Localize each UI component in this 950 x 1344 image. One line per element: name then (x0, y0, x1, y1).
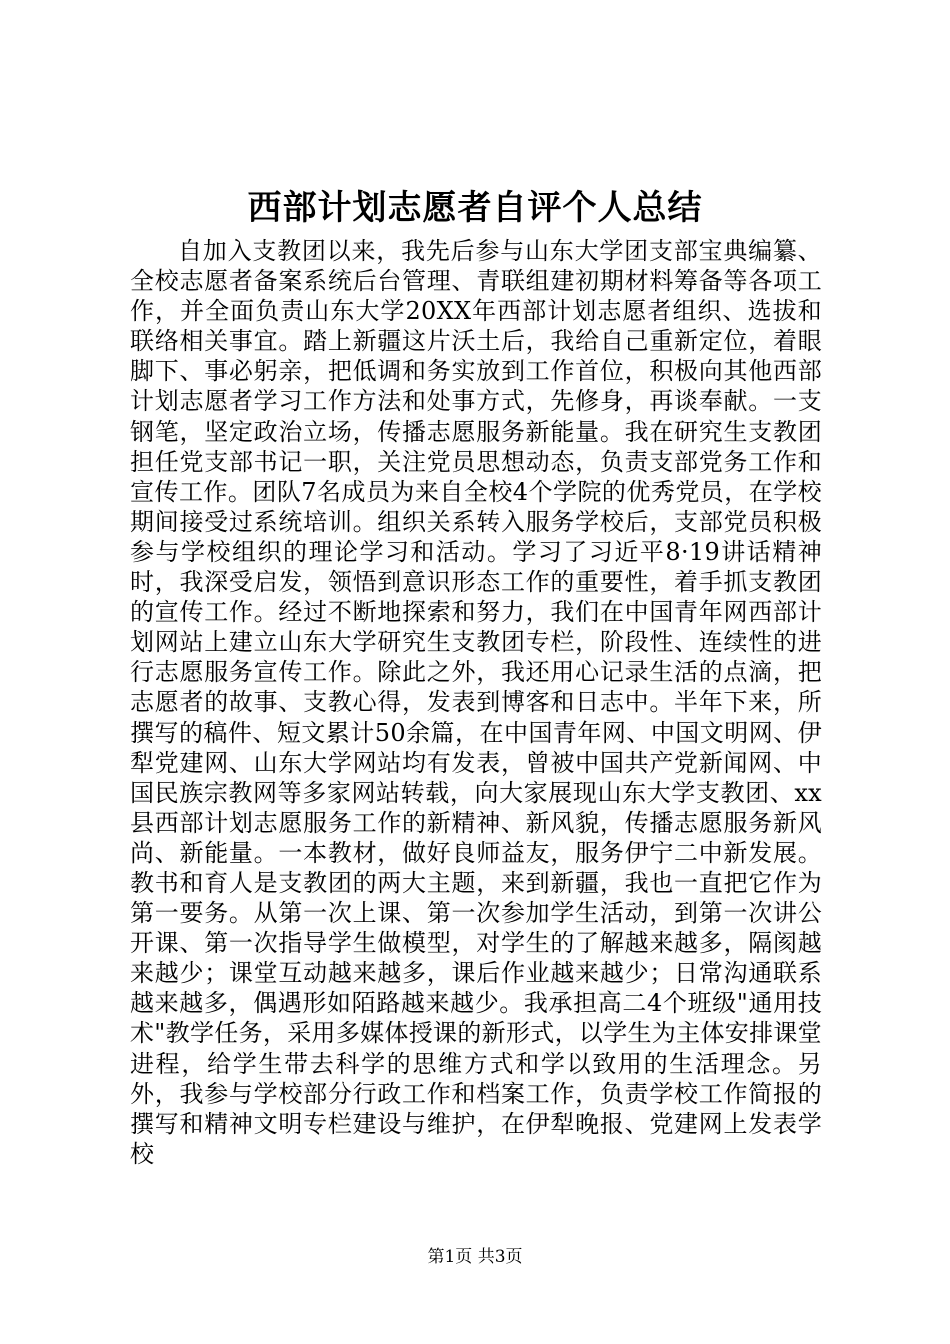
page-number-footer: 第1页 共3页 (427, 1247, 523, 1267)
body-paragraph: 自加入支教团以来，我先后参与山东大学团支部宝典编纂、全校志愿者备案系统后台管理、青联组建初期材料筹备等各项工作，并全面负责山东大学20XX年西部计划志愿者组织、选拔和联络相关事宜。踏上新疆这片沃土后，我给自己重新定位，着眼脚下、事必躬亲，把低调和务实放到工作首位，积极向其他西部计划志愿者学习工作方法和处事方式，先修身，再谈奉献。一支钢笔，坚定政治立场，传播志愿服务新能量。我在研究生支教团担任党支部书记一职，关注党员思想动态，负责支部党务工作和宣传工作。团队7名成员为来自全校4个学院的优秀党员，在学校期间接受过系统培训。组织关系转入服务学校后，支部党员积极参与学校组织的理论学习和活动。学习了习近平8·19讲话精神时，我深受启发，领悟到意识形态工作的重要性，着手抓支教团的宣传工作。经过不断地探索和努力，我们在中国青年网西部计划网站上建立山东大学研究生支教团专栏，阶段性、连续性的进行志愿服务宣传工作。除此之外，我还用心记录生活的点滴，把志愿者的故事、支教心得，发表到博客和日志中。半年下来，所撰写的稿件、短文累计50余篇，在中国青年网、中国文明网、伊犁党建网、山东大学网站均有发表，曾被中国共产党新闻网、中国民族宗教网等多家网站转载，向大家展现山东大学支教团、xx县西部计划志愿服务工作的新精神、新风貌，传播志愿服务新风尚、新能量。一本教材，做好良师益友，服务伊宁二中新发展。教书和育人是支教团的两大主题，来到新疆，我也一直把它作为第一要务。从第一次上课、第一次参加学生活动，到第一次讲公开课、第一次指导学生做模型，对学生的了解越来越多，隔阂越来越少；课堂互动越来越多，课后作业越来越少；日常沟通联系越来越多，偶遇形如陌路越来越少。我承担高二4个班级"通用技术"教学任务，采用多媒体授课的新形式，以学生为主体安排课堂进程，给学生带去科学的思维方式和学以致用的生活理念。另外，我参与学校部分行政工作和档案工作，负责学校工作简报的撰写和精神文明专栏建设与维护，在伊犁晚报、党建网上发表学校 (130, 237, 822, 1168)
document-title: 西部计划志愿者自评个人总结 (247, 188, 703, 228)
